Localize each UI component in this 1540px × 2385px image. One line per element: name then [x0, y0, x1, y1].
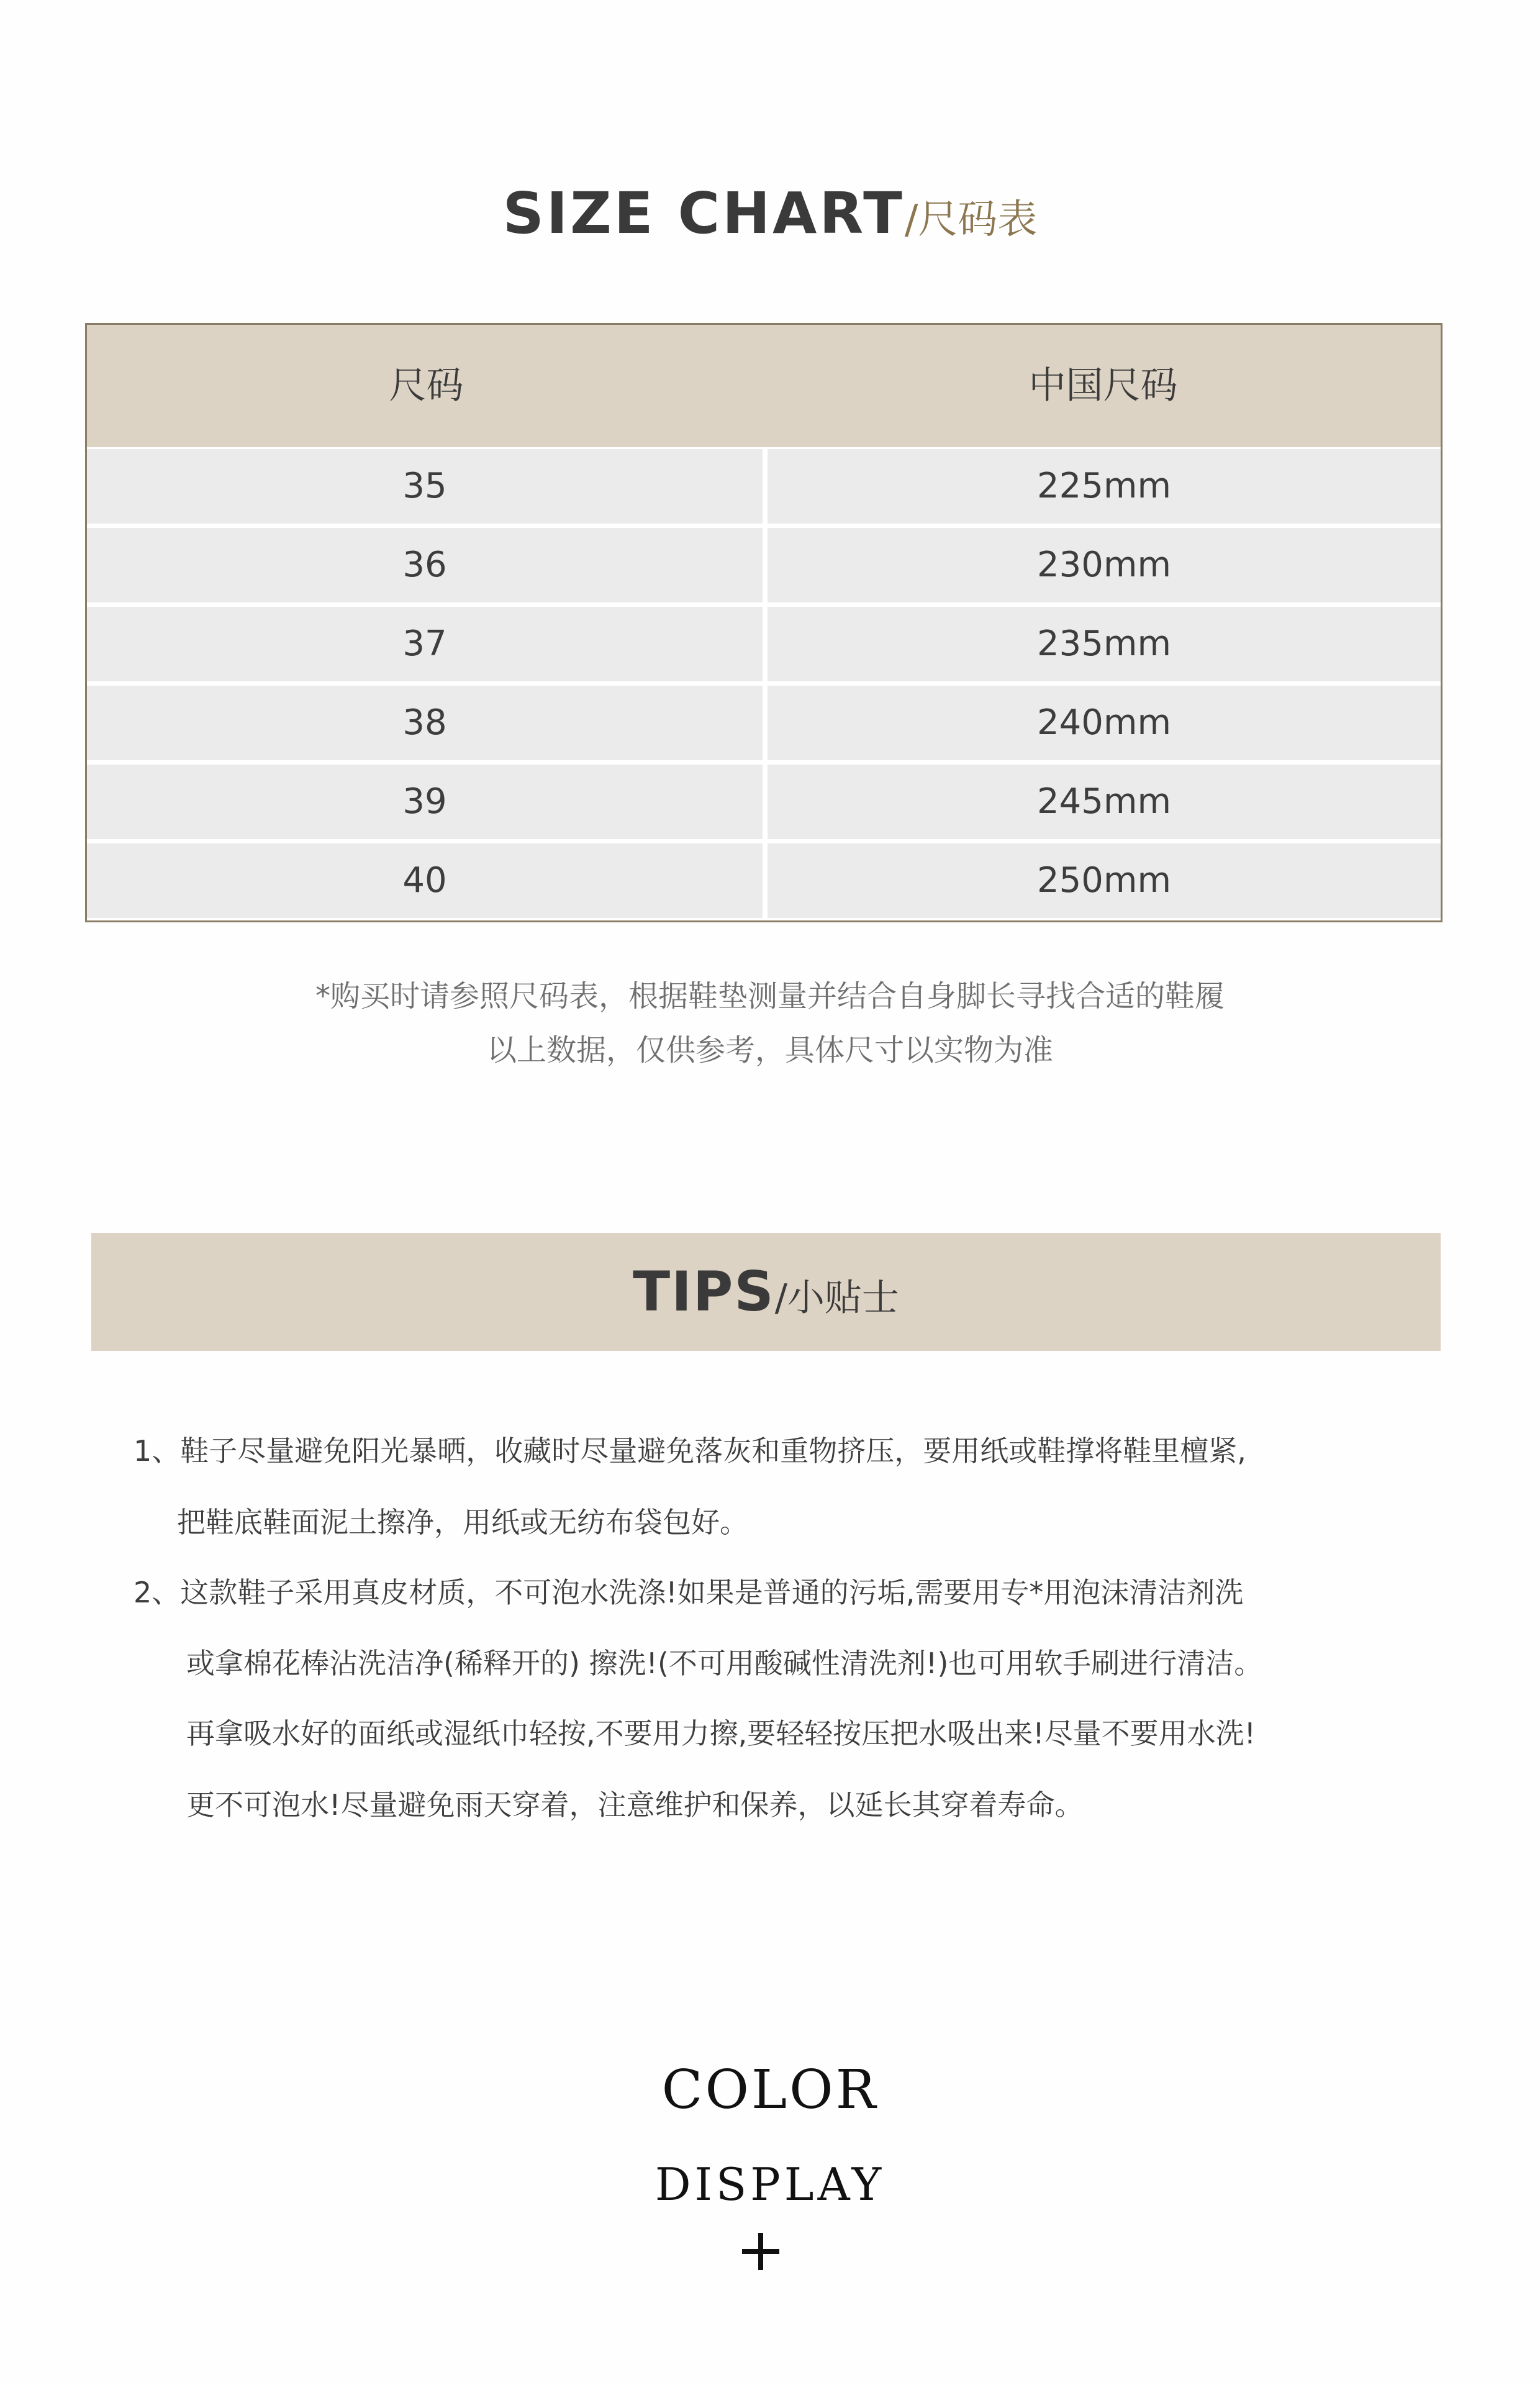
size-chart-title-cn: /尺码表 [904, 197, 1038, 243]
table-row [87, 843, 1441, 918]
cell-china-size: 230mm [768, 528, 1441, 602]
header-china-size: 中国尺码 [1028, 364, 1178, 407]
tip-line: 再拿吸水好的面纸或湿纸巾轻按,不要用力擦,要轻轻按压把水吸出来!尽量不要用水洗! [186, 1717, 1256, 1750]
tip-line: 更不可泡水!尽量避免雨天穿着，注意维护和保养，以延长其穿着寿命。 [186, 1788, 1084, 1822]
table-row [87, 449, 1441, 524]
color-display-subtitle: DISPLAY [654, 2158, 886, 2210]
table-row [87, 607, 1441, 681]
cell-china-size: 245mm [768, 765, 1441, 839]
size-chart-title-en: SIZE CHART [502, 180, 905, 247]
cell-size: 35 [87, 449, 763, 524]
cell-china-size: 240mm [768, 686, 1441, 760]
tips-title-en: TIPS [633, 1260, 775, 1324]
cell-size: 39 [87, 765, 763, 839]
header-size: 尺码 [389, 364, 464, 407]
cell-size: 40 [87, 843, 763, 918]
size-note-line-2: 以上数据，仅供参考，具体尺寸以实物为准 [486, 1033, 1053, 1068]
cell-size: 36 [87, 528, 763, 602]
cell-china-size: 225mm [768, 449, 1441, 524]
table-row [87, 528, 1441, 602]
table-row [87, 686, 1441, 760]
size-note-line-1: *购买时请参照尺码表，根据鞋垫测量并结合自身脚长寻找合适的鞋履 [315, 979, 1225, 1014]
table-row [87, 765, 1441, 839]
tip-line: 把鞋底鞋面泥土擦净，用纸或无纺布袋包好。 [177, 1506, 748, 1539]
color-display-title: COLOR [661, 2059, 879, 2121]
cell-china-size: 235mm [768, 607, 1441, 681]
size-table [85, 323, 1443, 922]
cell-china-size: 250mm [768, 843, 1441, 918]
table-header [87, 325, 1441, 447]
size-chart-title [0, 180, 1540, 247]
tips-banner [91, 1233, 1441, 1351]
tips-title-cn: /小贴士 [774, 1276, 899, 1320]
cell-size: 37 [87, 607, 763, 681]
cell-size: 38 [87, 686, 763, 760]
tip-line: 2、这款鞋子采用真皮材质，不可泡水洗涤!如果是普通的污垢,需要用专*用泡沫清洁剂洗 [134, 1576, 1244, 1609]
tip-line: 1、鞋子尽量避免阳光暴晒，收藏时尽量避免落灰和重物挤压，要用纸或鞋撑将鞋里檀紧, [134, 1434, 1246, 1468]
tip-line: 或拿棉花棒沾洗洁净(稀释开的) 擦洗!(不可用酸碱性清洗剂!)也可用软手刷进行清洁。 [186, 1647, 1263, 1680]
plus-icon [739, 2230, 782, 2273]
